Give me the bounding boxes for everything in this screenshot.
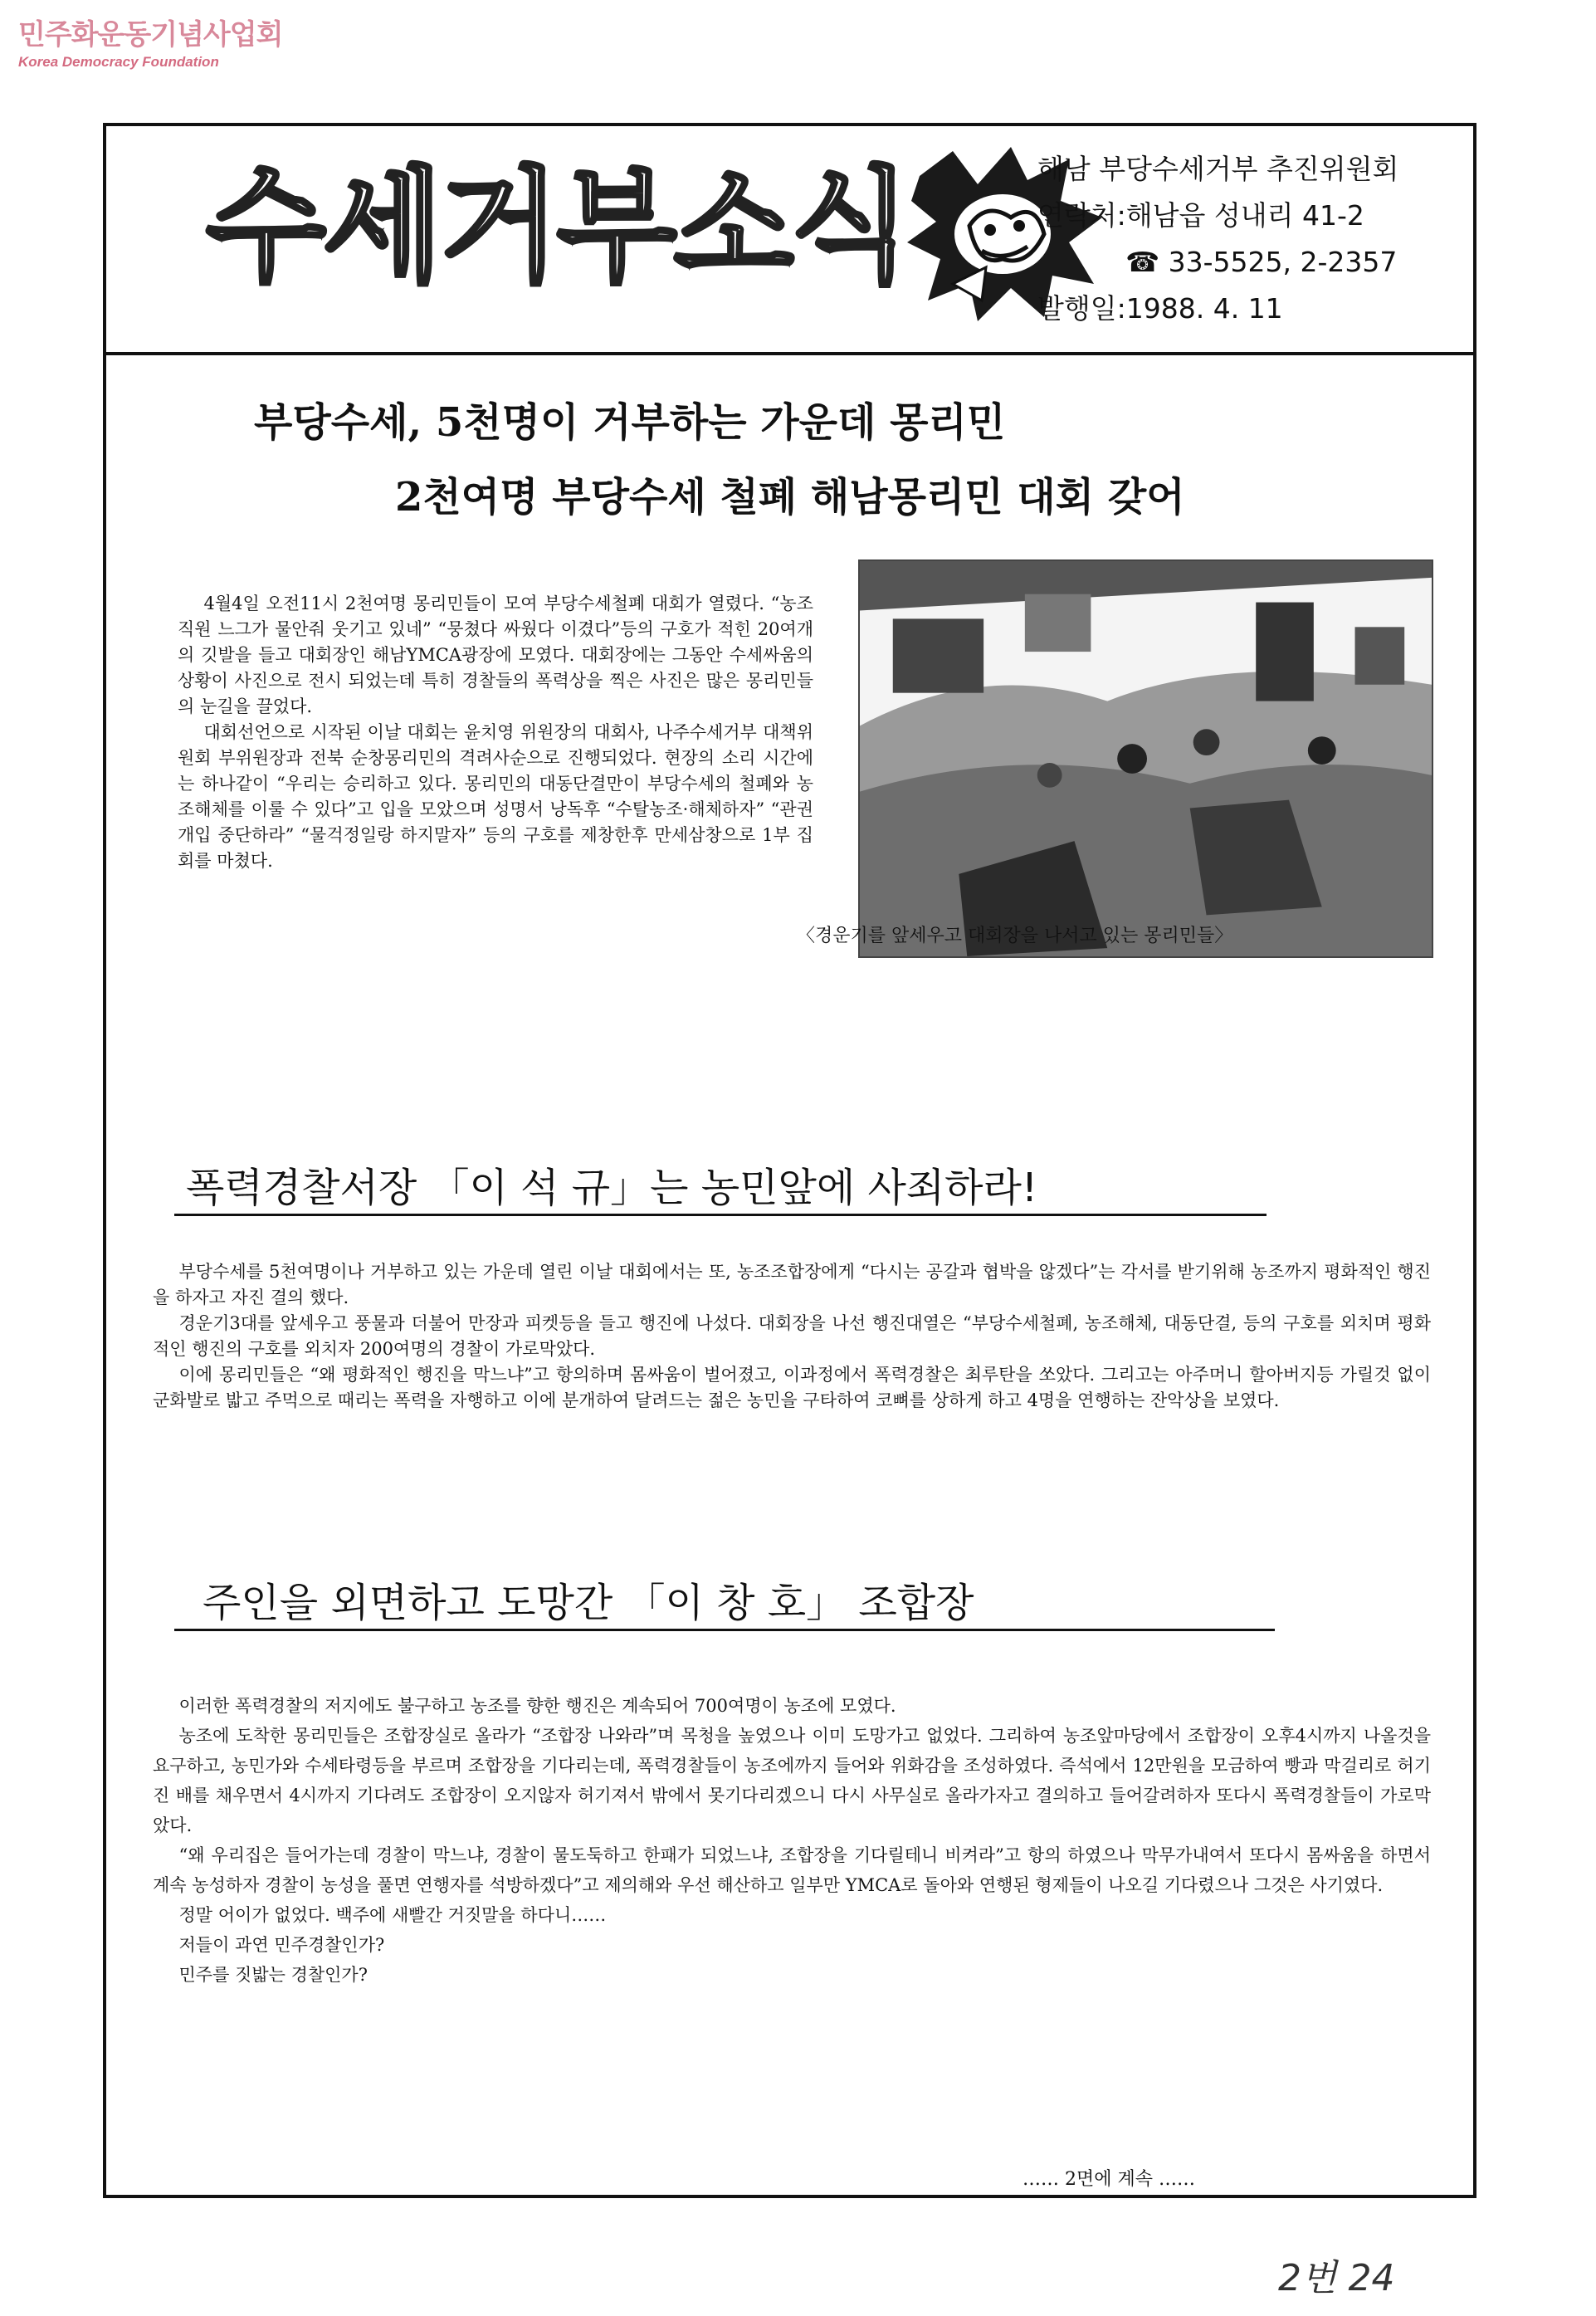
article2-title: 폭력경찰서장 「이 석 규」는 농민앞에 사죄하라! [186, 1165, 1038, 1211]
masthead-title: 수세거부소식 [206, 155, 908, 300]
article3-title-underline [174, 1629, 1275, 1631]
rally-photo [858, 559, 1433, 958]
publisher-phone: ☎ 33-5525, 2-2357 [1125, 246, 1398, 278]
publisher-date: 발행일:1988. 4. 11 [1037, 292, 1283, 325]
article2-paragraph: 경운기3대를 앞세우고 풍물과 더불어 만장과 피켓등을 들고 행진에 나섰다. 대회장을 나선 행진대열은 “부당수세철폐, 농조해체, 대동단결, 등의 구호를 외치며 평화적인 행진의 구호를 외치자 200여명의 경찰이 가로막았다. [153, 1313, 1431, 1359]
publisher-info [1037, 146, 1398, 332]
article3-paragraph: “왜 우리집은 들어가는데 경찰이 막느냐, 경찰이 물도둑하고 한패가 되었느냐, 조합장을 기다릴테니 비켜라”고 항의 하였으나 막무가내여서 또다시 몸싸움을 하면서 계속 농성하자 경찰이 농성을 풀면 연행자를 석방하겠다”고 제의해와 우선 해산하고 일부만 YMCA로 돌아와 연행된 형제들이 나오길 기다렸으나 그것은 사기였다. [153, 1845, 1431, 1895]
article1-headline-1: 부당수세, 5천명이 거부하는 가운데 몽리민 [254, 399, 1006, 446]
article1-headline-2: 2천여명 부당수세 철폐 해남몽리민 대회 갖어 [395, 474, 1185, 520]
article1-paragraph: 대회선언으로 시작된 이날 대회는 윤치영 위원장의 대회사, 나주수세거부 대책위원회 부위원장과 전북 순창몽리민의 격려사순으로 진행되었다. 현장의 소리 시간에는 하나같이 “우리는 승리하고 있다. 몽리민의 대동단결만이 부당수세의 철폐와 농조해체를 이룰 수 있다”고 입을 모았으며 성명서 낭독후 “수탈농조·해체하자” “관권개입 중단하라” “물걱정일랑 하지말자” 등의 구호를 제창한후 만세삼창으로 1부 집회를 마쳤다. [178, 722, 813, 871]
handwritten-note: 2번 24 [1278, 2257, 1395, 2299]
publisher-address: 연락처:해남읍 성내리 41-2 [1037, 199, 1364, 232]
publisher-name: 해남 부당수세거부 추진위원회 [1037, 153, 1399, 185]
watermark-logo [18, 12, 282, 71]
watermark-korean: 민주화운동기념사업회 [18, 18, 283, 51]
newsletter-header [106, 126, 1473, 355]
article3-paragraph: 저들이 과연 민주경찰인가? [178, 1935, 385, 1955]
article2-paragraph: 부당수세를 5천여명이나 거부하고 있는 가운데 열린 이날 대회에서는 또, 농조조합장에게 “다시는 공갈과 협박을 않겠다”는 각서를 받기위해 농조까지 평화적인 행진을 하자고 자진 결의 했다. [153, 1262, 1431, 1307]
article3-title: 주인을 외면하고 도망간 「이 창 호」 조합장 [203, 1580, 974, 1626]
newsletter-frame [103, 123, 1476, 2198]
article3-paragraph: 이러한 폭력경찰의 저지에도 불구하고 농조를 향한 행진은 계속되어 700여명이 농조에 모였다. [178, 1696, 896, 1716]
article1-paragraph: 4월4일 오전11시 2천여명 몽리민들이 모여 부당수세철폐 대회가 열렸다. “농조직원 느그가 물안줘 웃기고 있네” “뭉쳤다 싸웠다 이겼다”등의 구호가 적힌 20여개의 깃발을 들고 대회장인 해남YMCA광장에 모였다. 대회장에는 그동안 수세싸움의 상황이 사진으로 전시 되었는데 특히 경찰들의 폭력상을 찍은 사진은 많은 몽리민들의 눈길을 끌었다. [178, 594, 813, 716]
article3-paragraph: 정말 어이가 없었다. 백주에 새빨간 거짓말을 하다니…… [178, 1905, 607, 1925]
continued-note: …… 2면에 계속 …… [1023, 2169, 1195, 2190]
article3-paragraph: 민주를 짓밟는 경찰인가? [178, 1965, 368, 1985]
photo-caption: 〈경운기를 앞세우고 대회장을 나서고 있는 몽리민들〉 [797, 926, 1233, 946]
article3-paragraph: 농조에 도착한 몽리민들은 조합장실로 올라가 “조합장 나와라”며 목청을 높였으나 이미 도망가고 없었다. 그리하여 농조앞마당에서 조합장이 오후4시까지 나올것을 요구하고, 농민가와 수세타령등을 부르며 조합장을 기다리는데, 폭력경찰들이 농조에까지 들어와 위화감을 조성하였다. 즉석에서 12만원을 모금하여 빵과 막걸리로 허기진 배를 채우면서 4시까지 기다려도 조합장이 오지않자 허기져서 밖에서 못기다리겠으니 다시 사무실로 올라가자고 결의하고 들어갈려하자 또다시 폭력경찰들이 가로막았다. [153, 1726, 1431, 1835]
article2-title-underline [174, 1214, 1267, 1216]
article2-body [153, 1259, 1431, 1414]
article3-body [153, 1691, 1431, 1990]
watermark-english: Korea Democracy Foundation [18, 54, 219, 70]
rally-photo-image [860, 561, 1432, 956]
article1-body [178, 591, 813, 874]
article2-paragraph: 이에 몽리민들은 “왜 평화적인 행진을 막느냐”고 항의하며 몸싸움이 벌어졌고, 이과정에서 폭력경찰은 최루탄을 쏘았다. 그리고는 아주머니 할아버지등 가릴것 없이 군화발로 밟고 주먹으로 때리는 폭력을 자행하고 이에 분개하여 달려드는 젊은 농민을 구타하여 코뼈를 상하게 하고 4명을 연행하는 잔악상을 보였다. [153, 1365, 1431, 1410]
